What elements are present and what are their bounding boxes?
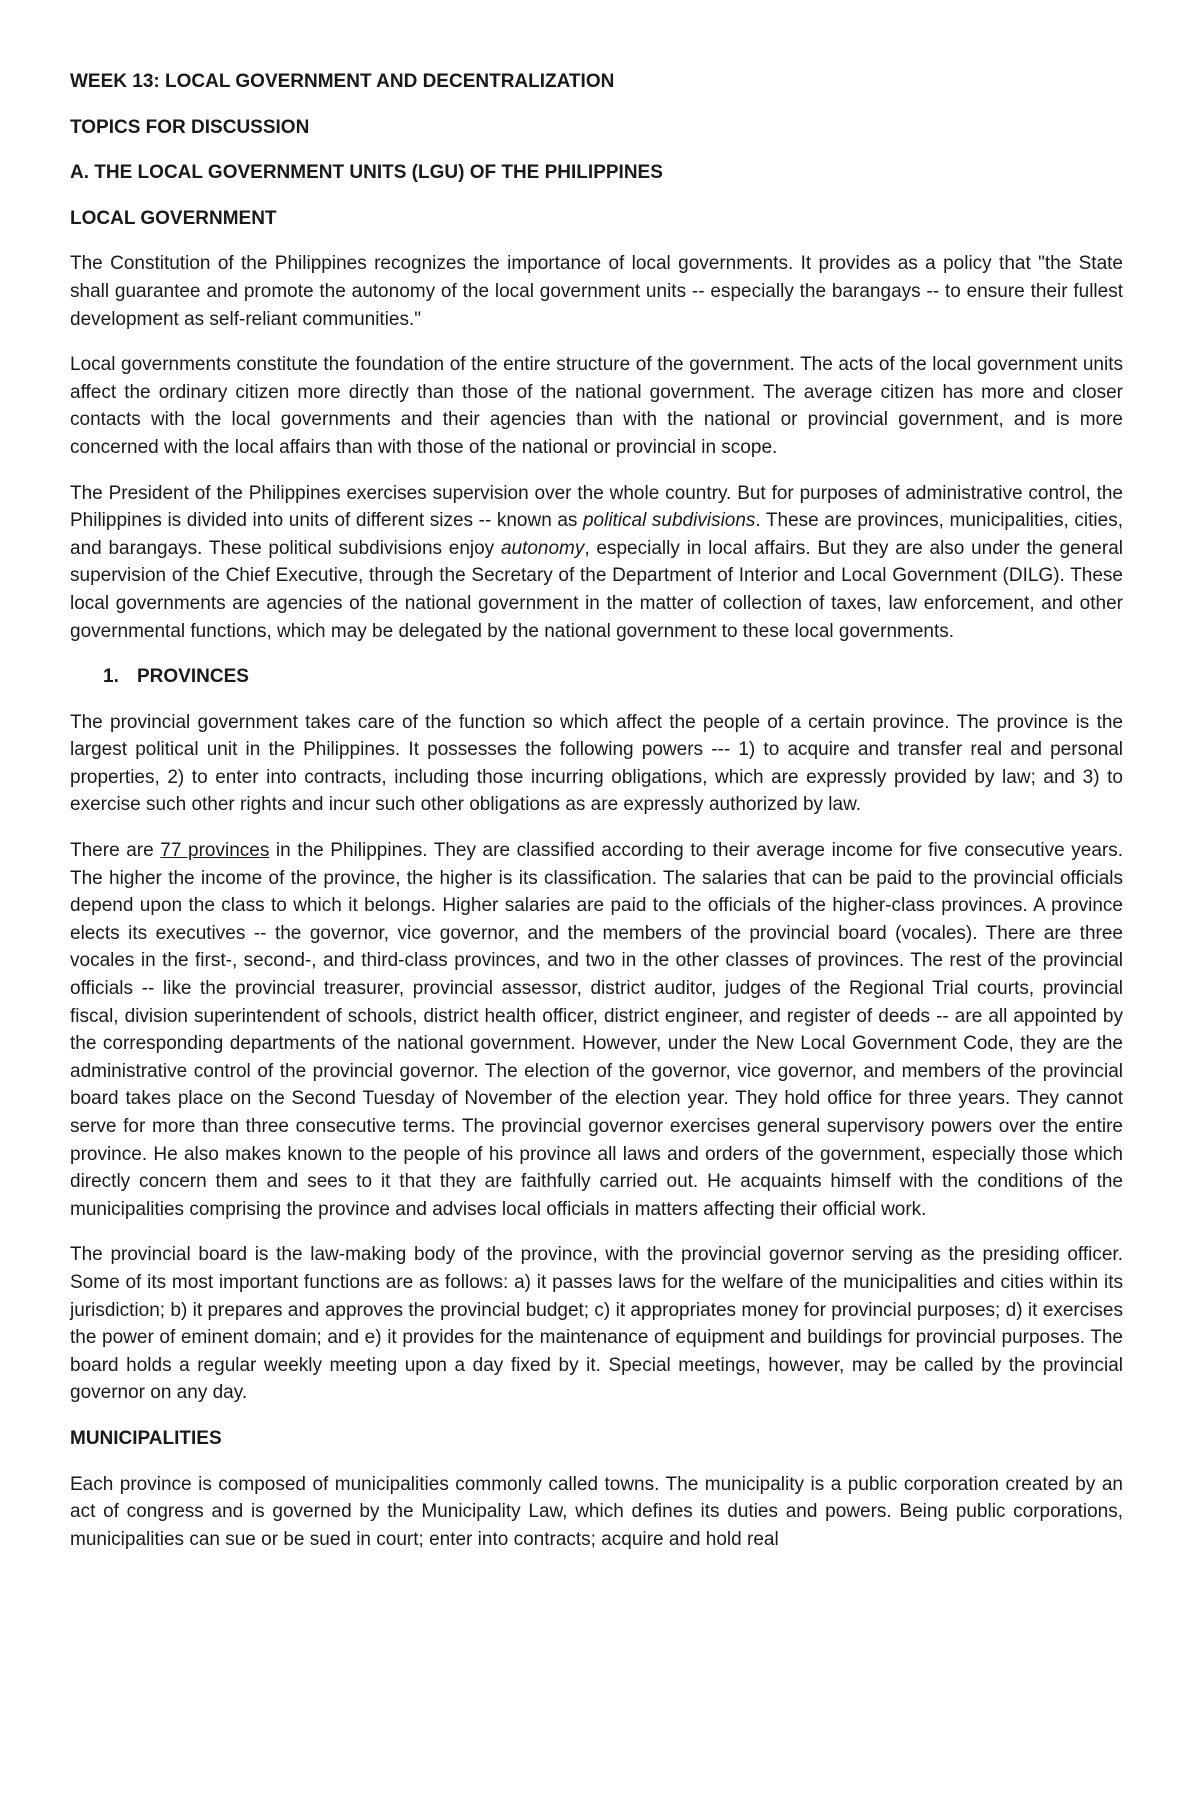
paragraph-foundation: Local governments constitute the foundation of the entire structure of the government. The acts of the local government units affect the ordinary citizen more directly than those of the national government. The average citizen has more and closer contacts with the local governments and their agencies than with the national or provincial government, and is more concerned with the local affairs than with those of the national or provincial in scope.: [70, 354, 1123, 458]
provinces-heading: [70, 663, 1123, 691]
topics-heading: TOPICS FOR DISCUSSION: [70, 116, 310, 138]
paragraph-political-subdivisions: [70, 480, 1123, 646]
text-run: in the Philippines. They are classified according to their average income for five consecutive years. The higher the income of the province, the higher is its classification. The salaries that can be paid to the provincial officials depend upon the class to which it belongs. Higher salaries are paid to the officials of the higher-class provinces. A province elects its executives -- the governor, vice governor, and the members of the provincial board (vocales). There are three vocales in the first-, second-, and third-class provinces, and two in the other classes of provinces. The rest of the provincial officials -- like the provincial treasurer, provincial assessor, district auditor, judges of the Regional Trial courts, provincial fiscal, division superintendent of schools, district health officer, district engineer, and register of deeds -- are all appointed by the corresponding departments of the national government. However, under the New Local Government Code, they are the administrative control of the provincial governor. The election of the governor, vice governor, and members of the provincial board takes place on the Second Tuesday of November of the election year. They hold office for three years. They cannot serve for more than three consecutive terms. The provincial governor exercises general supervisory powers over the entire province. He also makes known to the people of his province all laws and orders of the government, especially those which directly concern them and sees to it that they are faithfully carried out. He acquaints himself with the conditions of the municipalities comprising the province and advises local officials in matters affecting their official work.: [70, 840, 1123, 1220]
paragraph-provincial-board: The provincial board is the law-making body of the province, with the provincial governor serving as the presiding officer. Some of its most important functions are as follows: a) it passes laws for the welfare of the municipalities and cities within its jurisdiction; b) it prepares and approves the provincial budget; c) it appropriates money for provincial purposes; d) it exercises the power of eminent domain; and e) it provides for the maintenance of equipment and buildings for provincial purposes. The board holds a regular weekly meeting upon a day fixed by it. Special meetings, however, may be called by the provincial governor on any day.: [70, 1244, 1123, 1404]
emphasis-autonomy: autonomy: [500, 537, 585, 559]
list-number: 1.: [103, 666, 119, 688]
municipalities-heading: MUNICIPALITIES: [70, 1427, 222, 1449]
text-run: The President of the Philippines exercises supervision over the whole country. But for purposes of administrative control, the Philippines is divided into units of different sizes -- known as: [70, 482, 1123, 532]
document-title: WEEK 13: LOCAL GOVERNMENT AND DECENTRALIZATION: [70, 71, 615, 92]
text-run: There are: [70, 840, 161, 862]
underlined-77-provinces: 77 provinces: [160, 840, 270, 862]
text-run: , especially in local affairs. But they are also under the general supervision of the Chief Executive, through the Secretary of the Department of Interior and Local Government (DILG). These local governments are agencies of the national government in the matter of collection of taxes, law enforcement, and other governmental functions, which may be delegated by the national government to these local governments.: [70, 537, 1123, 642]
text-run: . These are provinces, municipalities, cities, and barangays. These political subdivisions enjoy: [70, 510, 1123, 559]
paragraph-municipalities: Each province is composed of municipalities commonly called towns. The municipality is a public corporation created by an act of congress and is governed by the Municipality Law, which defines its duties and powers. Being public corporations, municipalities can sue or be sued in court; enter into contracts; acquire and hold real: [70, 1473, 1123, 1550]
paragraph-77-provinces: [70, 837, 1123, 1223]
section-a-heading: A. THE LOCAL GOVERNMENT UNITS (LGU) OF THE PHILIPPINES: [70, 162, 663, 184]
emphasis-political-subdivisions: political subdivisions: [582, 510, 756, 532]
provinces-heading-label: PROVINCES: [137, 666, 249, 688]
document-body: [70, 68, 1123, 1571]
paragraph-constitution: The Constitution of the Philippines recognizes the importance of local governments. It provides as a policy that "the State shall guarantee and promote the autonomy of the local government units -- especially the barangays -- to ensure their fullest development as self-reliant communities.": [70, 253, 1123, 330]
paragraph-provincial-government: The provincial government takes care of the function so which affect the people of a certain province. The province is the largest political unit in the Philippines. It possesses the following powers --- 1) to acquire and transfer real and personal properties, 2) to enter into contracts, including those incurring obligations, which are expressly provided by law; and 3) to exercise such other rights and incur such other obligations as are expressly authorized by law.: [70, 711, 1123, 816]
local-government-heading: LOCAL GOVERNMENT: [70, 207, 277, 229]
